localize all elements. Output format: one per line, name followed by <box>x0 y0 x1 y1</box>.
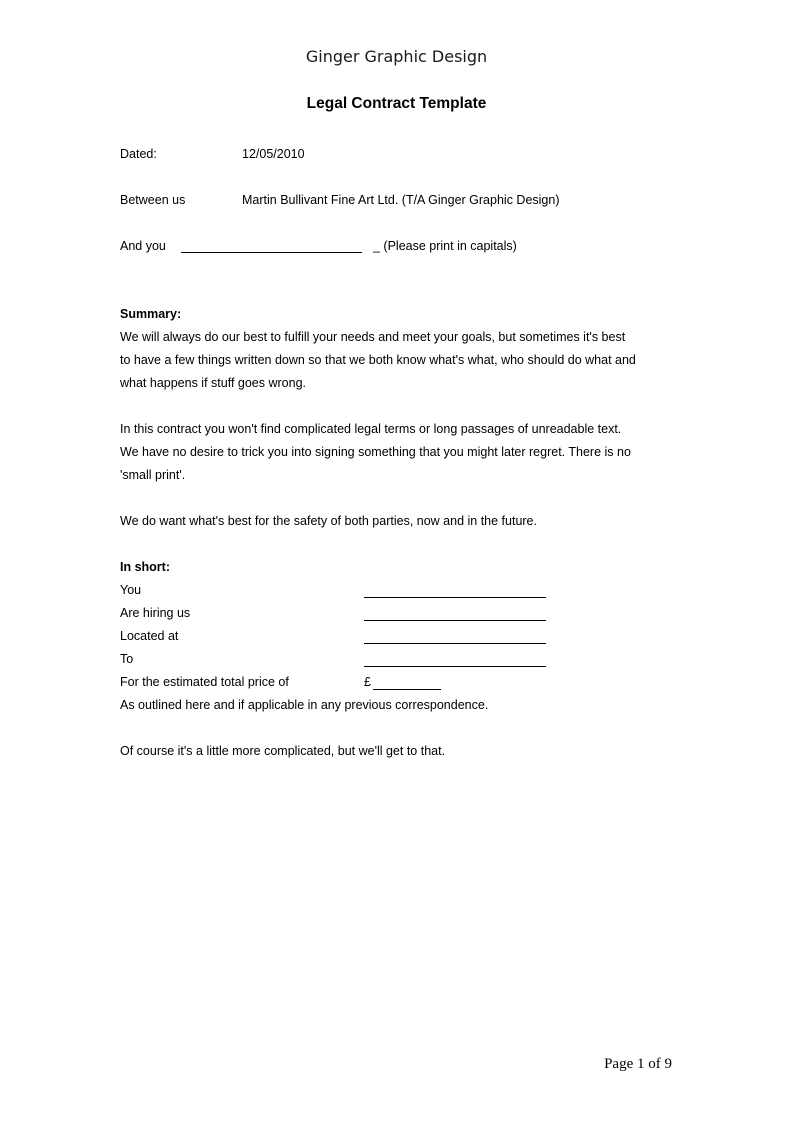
summary-p1-line-2: to have a few things written down so that we both know what's what, who should do what and <box>120 353 636 367</box>
closing-text: Of course it's a little more complicated, but we'll get to that. <box>120 744 446 758</box>
between-value: Martin Bullivant Fine Art Ltd. (T/A Ginger Graphic Design) <box>242 193 560 207</box>
and-you-note: _ (Please print in capitals) <box>373 239 517 253</box>
header-brand: Ginger Graphic Design <box>305 47 488 66</box>
outlined-text: As outlined here and if applicable in any previous correspondence. <box>120 698 489 712</box>
dated-label: Dated: <box>120 147 157 161</box>
in-short-heading: In short: <box>120 560 170 574</box>
in-short-blank-to[interactable] <box>364 666 546 667</box>
in-short-label-you: You <box>120 583 142 597</box>
and-you-blank-line[interactable] <box>181 252 362 253</box>
in-short-label-hiring: Are hiring us <box>120 606 191 620</box>
price-currency-symbol: £ <box>364 675 371 689</box>
summary-p2-line-3: 'small print'. <box>120 468 186 482</box>
between-label: Between us <box>120 193 186 207</box>
in-short-label-to: To <box>120 652 134 666</box>
page-number: Page 1 of 9 <box>604 1056 672 1072</box>
price-blank-line[interactable] <box>373 689 441 690</box>
in-short-blank-hiring[interactable] <box>364 620 546 621</box>
summary-p1-line-1: We will always do our best to fulfill your needs and meet your goals, but sometimes it's best <box>120 330 626 344</box>
summary-p1-line-3: what happens if stuff goes wrong. <box>120 376 306 390</box>
dated-value: 12/05/2010 <box>242 147 305 161</box>
in-short-price-label: For the estimated total price of <box>120 675 289 689</box>
in-short-blank-located[interactable] <box>364 643 546 644</box>
summary-p2-line-2: We have no desire to trick you into signing something that you might later regret. There is no <box>120 445 631 459</box>
in-short-blank-you[interactable] <box>364 597 546 598</box>
summary-heading: Summary: <box>120 307 182 321</box>
document-title: Legal Contract Template <box>306 95 487 112</box>
summary-p2-line-1: In this contract you won't find complicated legal terms or long passages of unreadable text. <box>120 422 622 436</box>
in-short-label-located: Located at <box>120 629 179 643</box>
and-you-label: And you <box>120 239 166 253</box>
summary-p3: We do want what's best for the safety of both parties, now and in the future. <box>120 514 537 528</box>
